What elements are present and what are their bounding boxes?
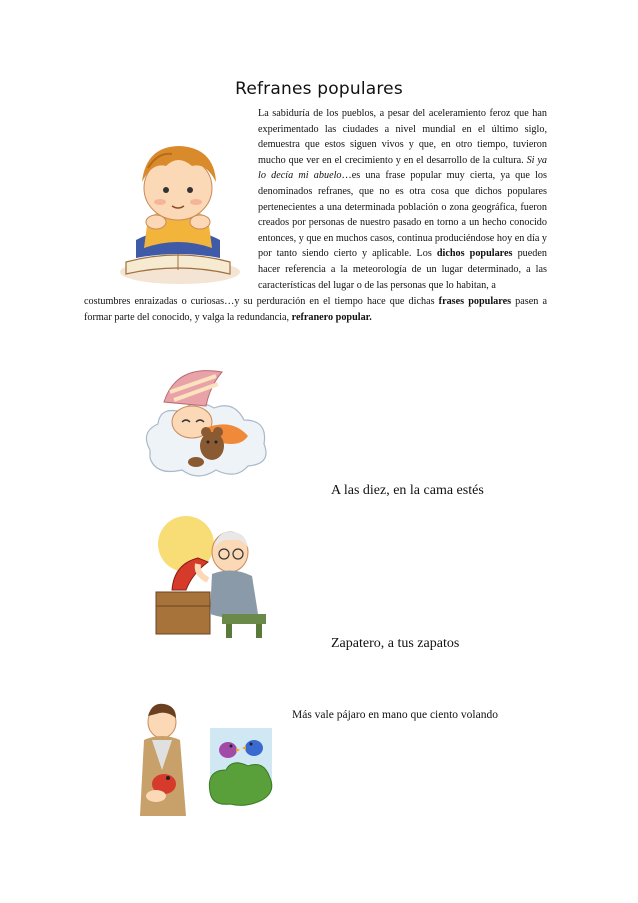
proverb-2: Zapatero, a tus zapatos: [331, 636, 460, 651]
child-reading-illustration: [108, 122, 248, 290]
continuation-paragraph: [84, 294, 547, 325]
continuation-lines: [84, 294, 547, 325]
intro-text-2: …es una frase popular muy cierta, ya que los denominados refranes, que no es otra cosa que dichos populares pertenecientes a una determinada población o zona geográfica, fueron creados por personas de nuestro pasado en torno a un hecho conocido entonces, y que en muchos casos, continua produciéndose hoy en día y por tanto siendo cierto y aplicable. Los: [258, 170, 547, 260]
intro-paragraph: [258, 106, 547, 293]
continuation-text-1: costumbres enraizadas o curiosas…y su perduración en el tiempo hace que dichas: [84, 296, 439, 307]
intro-text-1: La sabiduría de los pueblos, a pesar del aceleramiento feroz que han experimentado las ciudades a nivel mundial en el último siglo, demuestra que estos siguen vivos y que, en otro tiempo, tuvieron mucho que ver en el crecimiento y en el desarrollo de la cultura.: [258, 108, 547, 166]
proverb-3: Más vale pájaro en mano que ciento volando: [292, 709, 498, 721]
intro-text-3: pueden hacer referencia a la meteorología de un lugar determinado, a las características del lugar o de las personas que lo habitan, a: [258, 248, 547, 291]
intro-quote: Si ya lo decía mi abuelo: [258, 154, 548, 182]
shoemaker-illustration: [152, 514, 276, 644]
intro-bold-dichos: dichos populares: [436, 248, 513, 260]
continuation-bold-frases: frases populares: [438, 296, 512, 307]
continuation-text-2: pasen a formar parte del conocido, y valga la redundancia,: [84, 296, 547, 323]
proverb-1: A las diez, en la cama estés: [331, 483, 484, 498]
bird-in-hand-illustration: [136, 700, 276, 824]
sleeping-child-illustration: [136, 362, 276, 484]
page-title: Refranes populares: [235, 79, 403, 99]
continuation-bold-refranero: refranero popular.: [291, 311, 372, 323]
